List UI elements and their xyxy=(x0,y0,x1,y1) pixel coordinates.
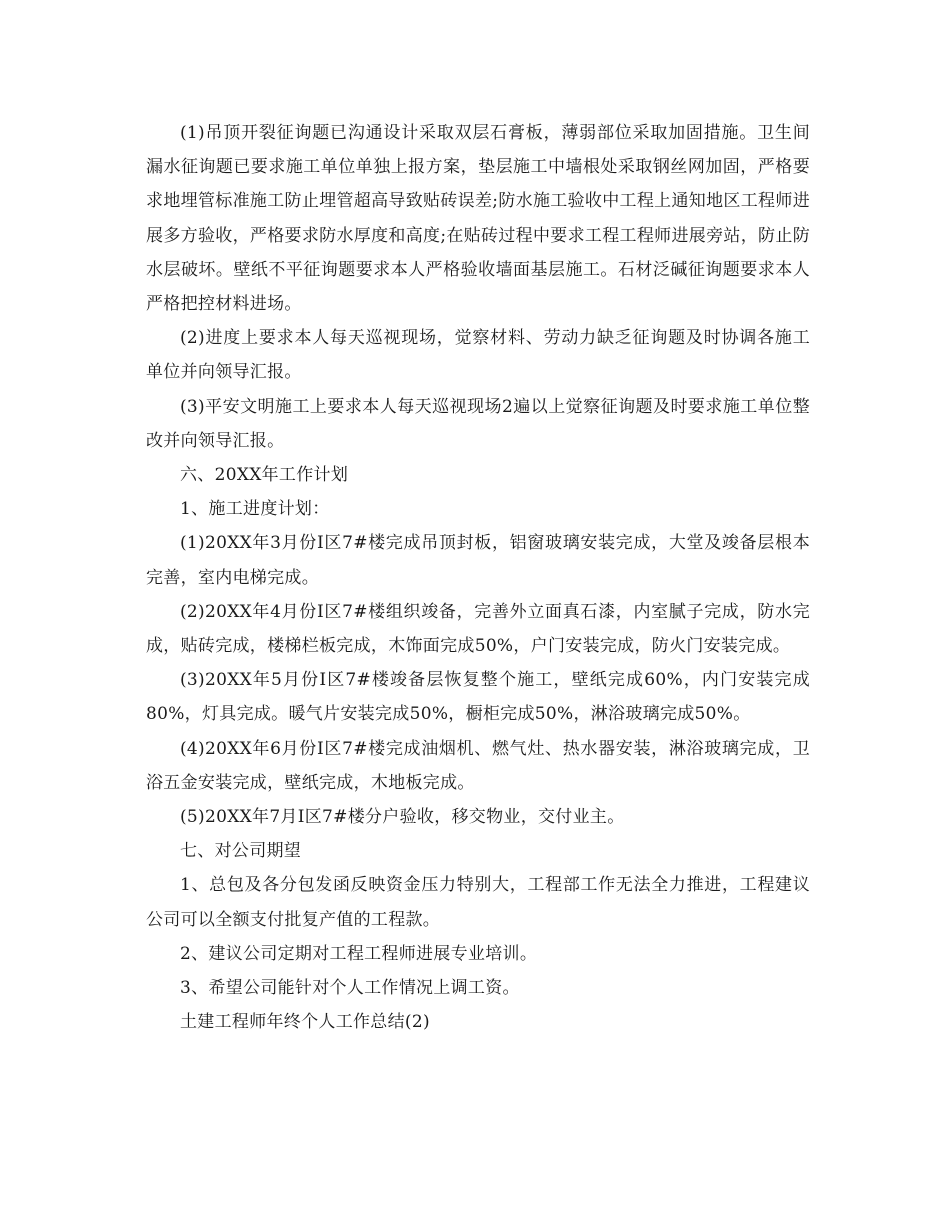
paragraph-safety-control: (3)平安文明施工上要求本人每天巡视现场2遍以上觉察征询题及时要求施工单位整改并向领导汇报。 xyxy=(146,396,810,451)
paragraph-plan-july: (5)20XX年7月Ⅰ区7#楼分户验收，移交物业，交付业主。 xyxy=(180,807,625,828)
document-body xyxy=(146,116,810,1039)
paragraph-progress-control: (2)进度上要求本人每天巡视现场，觉察材料、劳动力缺乏征询题及时协调各施工单位并向领导汇报。 xyxy=(146,328,810,383)
paragraph-expectation-funding: 1、总包及各分包发函反映资金压力特别大，工程部工作无法全力推进，工程建议公司可以全额支付批复产值的工程款。 xyxy=(146,875,810,930)
section-heading-work-plan: 六、20XX年工作计划 xyxy=(180,465,349,486)
paragraph-plan-may: (3)20XX年5月份Ⅰ区7#楼竣备层恢复整个施工，壁纸完成60%，内门安装完成80%，灯具完成。暖气片安装完成50%，橱柜完成50%，淋浴玻璃完成50%。 xyxy=(146,670,810,725)
paragraph-issues-handling: (1)吊顶开裂征询题已沟通设计采取双层石膏板，薄弱部位采取加固措施。卫生间漏水征询题已要求施工单位单独上报方案，垫层施工中墙根处采取钢丝网加固，严格要求地埋管标准施工防止埋管超高导致贴砖误差;防水施工验收中工程上通知地区工程师进展多方验收，严格要求防水厚度和高度;在贴砖过程中要求工程工程师进展旁站，防止防水层破坏。壁纸不平征询题要求本人严格验收墙面基层施工。石材泛碱征询题要求本人严格把控材料进场。 xyxy=(146,123,810,315)
section-heading-expectations: 七、对公司期望 xyxy=(180,841,302,862)
paragraph-expectation-training: 2、建议公司定期对工程工程师进展专业培训。 xyxy=(180,943,538,964)
paragraph-expectation-salary: 3、希望公司能针对个人工作情况上调工资。 xyxy=(180,978,520,999)
paragraph-plan-april: (2)20XX年4月份Ⅰ区7#楼组织竣备，完善外立面真石漆，内室腻子完成，防水完成，贴砖完成，楼梯栏板完成，木饰面完成50%，户门安装完成，防火门安装完成。 xyxy=(146,601,810,657)
paragraph-plan-june: (4)20XX年6月份Ⅰ区7#楼完成油烟机、燃气灶、热水器安装，淋浴玻璃完成，卫浴五金安装完成，壁纸完成，木地板完成。 xyxy=(146,738,810,793)
paragraph-plan-march: (1)20XX年3月份Ⅰ区7#楼完成吊顶封板，铝窗玻璃安装完成，大堂及竣备层根本完善，室内电梯完成。 xyxy=(146,533,810,588)
subheading-schedule: 1、施工进度计划： xyxy=(180,499,330,520)
next-section-title: 土建工程师年终个人工作总结(2) xyxy=(180,1012,430,1033)
